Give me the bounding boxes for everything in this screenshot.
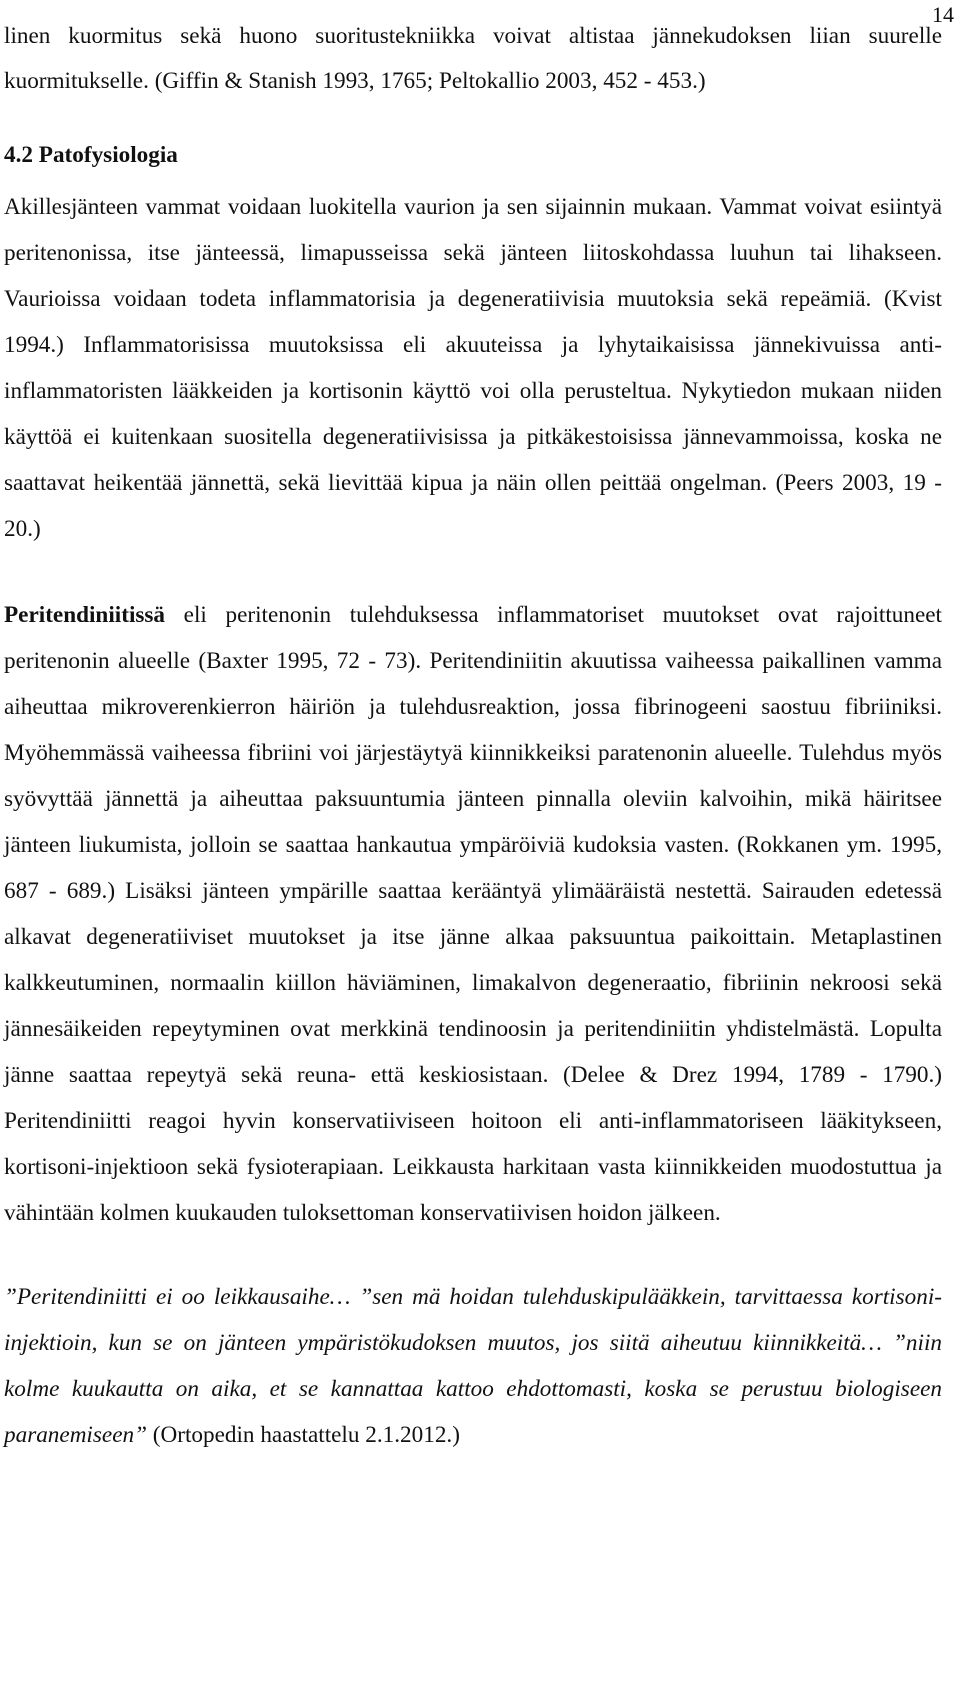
paragraph-pathophysiology: Akillesjänteen vammat voidaan luokitella vaurion ja sen sijainnin mukaan. Vammat voivat esiintyä peritenonissa, itse jänteessä, limapusseissa sekä jänteen liitoskohdassa luuhun tai lihakseen. Vaurioissa voidaan todeta inflammatorisia ja degeneratiivisia muutoksia sekä repeämiä. (Kvist 1994.) Inflammatorisissa muutoksissa eli akuuteissa ja lyhytaikaisissa jännekivuissa anti-inflammatoristen lääkkeiden ja kortisonin käyttö voi olla perusteltua. Nykytiedon mukaan niiden käyttöä ei kuitenkaan suositella degeneratiivisissa ja pitkäkestoisissa jännevammoissa, koska ne saattavat heikentää jännettä, sekä lievittää kipua ja näin ollen peittää ongelman. (Peers 2003, 19 - 20.) — [4, 194, 942, 542]
quote-text-part1: ”Peritendiniitti ei oo leikkausaihe… ”sen mä hoidan tulehduskipulääkkein, tarvitt — [4, 1284, 792, 1310]
paragraph-lead-term: Peritendiniitissä — [4, 602, 166, 628]
document-body — [4, 14, 942, 1458]
page-number: 14 — [932, 2, 954, 27]
quote-text-part2: aessa kortisoni-injektioin, kun se on jänteen ympäristökudoksen muutos, jos siitä aiheutuu kiinnikkeitä… ”niin kolme kuukautta on aika, et se kannattaa kattoo ehdottomasti, koska se perustuu biologiseen paranemiseen” — [4, 1284, 943, 1448]
paragraph-peritendinitis — [4, 592, 942, 1236]
quote-source: (Ortopedin haastattelu 2.1.2012.) — [146, 1422, 460, 1448]
section-heading: 4.2 Patofysiologia — [4, 142, 178, 168]
interview-quote — [4, 1274, 942, 1458]
paragraph-peritendinitis-body: eli peritenonin tulehduksessa inflammatoriset muutokset ovat rajoittuneet peritenonin alueelle (Baxter 1995, 72 - 73). Peritendiniitin akuutissa vaiheessa paikallinen vamma aiheuttaa mikroverenkierron häiriön ja tulehdusreaktion, jossa fibrinogeeni saostuu fibriiniksi. Myöhemmässä vaiheessa fibriini voi järjestäytyä kiinnikkeiksi paratenonin alueelle. Tulehdus myös syövyttää jännettä ja aiheuttaa paksuuntumia jänteen pinnalla oleviin kalvoihin, mikä häiritsee jänteen liukumista, jolloin se saattaa hankautua ympäröiviä kudoksia vasten. (Rokkanen ym. 1995, 687 - 689.) Lisäksi jänteen ympärille saattaa kerääntyä ylimääräistä nestettä. Sairauden edetessä alkavat degeneratiiviset muutokset ja itse jänne alkaa paksuuntua paikoittain. Metaplastinen kalkkeutuminen, normaalin kiillon häviäminen, limakalvon degeneraatio, fibriinin nekroosi sekä jännesäikeiden repeytyminen ovat merkkinä tendinoosin ja peritendiniitin yhdistelmästä. Lopulta jänne saattaa repeytyä sekä reuna- että keskiosistaan. (Delee & Drez 1994, 1789 - 1790.) Peritendiniitti reagoi hyvin konservatiiviseen hoitoon eli anti-inflammatoriseen lääkitykseen, kortisoni-injektioon sekä fysioterapiaan. Leikkausta harkitaan vasta kiinnikkeiden muodostuttua ja vähintään kolmen kuukauden tuloksettoman konservatiivisen hoidon jälkeen. — [4, 602, 942, 1226]
paragraph-intro-continuation: linen kuormitus sekä huono suoritustekniikka voivat altistaa jännekudoksen liian suurelle kuormitukselle. (Giffin & Stanish 1993, 1765; Peltokallio 2003, 452 - 453.) — [4, 23, 942, 94]
